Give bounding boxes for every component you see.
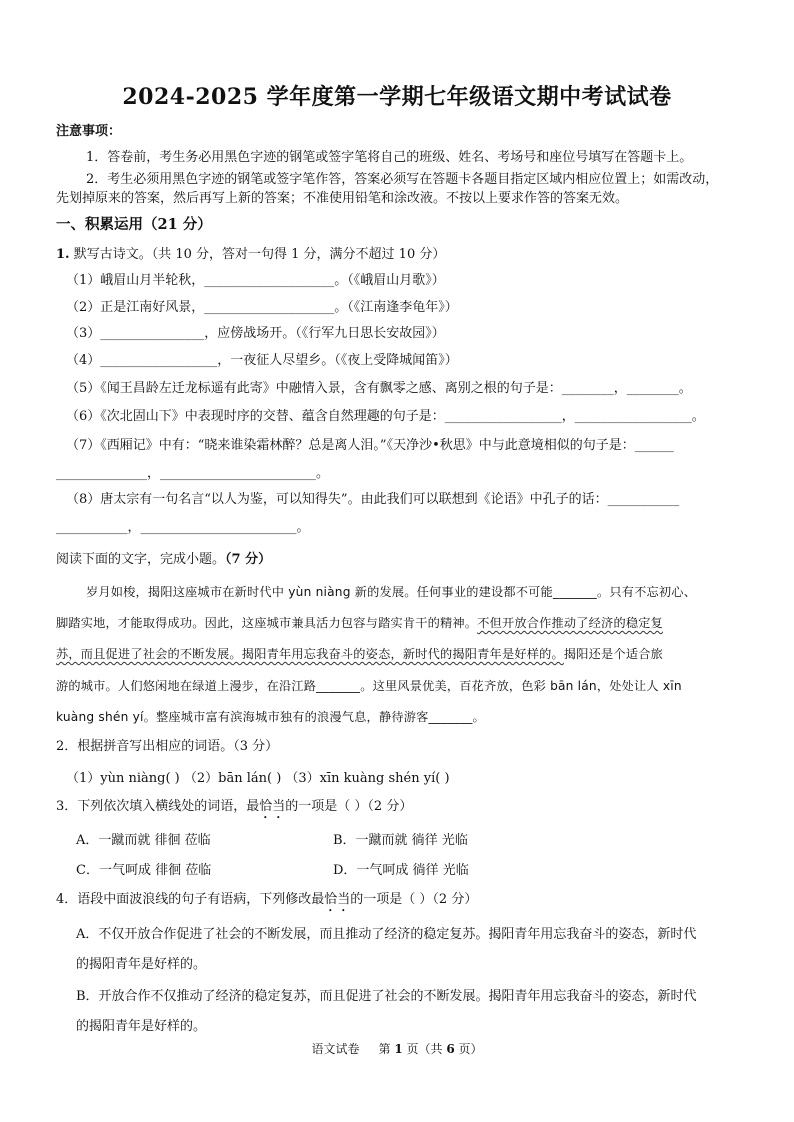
passage-line-5: kuàng shén yí。整座城市富有滨海城市独有的浪漫气息，静待游客_______。 <box>56 710 485 724</box>
q4-option-b-line-1: B．开放合作不仅推动了经济的稳定复苏，而且促进了社会的不断发展。揭阳青年用忘我奋斗的姿态，新时代 <box>76 989 697 1004</box>
footer-subject: 语文试卷 <box>311 1042 360 1056</box>
reading-score: （7 分） <box>225 552 272 567</box>
q4-option-a-line-2: 的揭阳青年是好样的。 <box>76 957 207 972</box>
footer-page-total: 6 <box>446 1042 455 1056</box>
footer-page-mid: 页（共 <box>402 1042 447 1056</box>
question-1-number: 1. <box>56 247 70 262</box>
question-3 <box>56 798 412 822</box>
question-3-text-post: 的一项是（ ）（2 分） <box>285 799 413 814</box>
notice-item-2-line-2: 先划掉原来的答案，然后再写上新的答案；不准使用铅笔和涂改液。不按以上要求作答的答案无效。 <box>56 191 629 206</box>
q3-option-d: D．一气呵成 徜徉 光临 <box>333 863 469 878</box>
q1-item-5: （5）《闻王昌龄左迁龙标遥有此寄》中融情入景，含有飘零之感、离别之根的句子是：________，________。 <box>66 381 692 396</box>
passage-line-3 <box>56 645 663 663</box>
question-2-items: （1）yùn niàng( ) （2）bān lán( ) （3）xīn kuàng shén yí( ) <box>66 771 450 786</box>
q4-option-b-line-2: 的揭阳青年是好样的。 <box>76 1019 207 1034</box>
section-1-heading: 一、积累运用（21 分） <box>56 216 212 233</box>
passage-wavy-sentence-part-1: 不但开放合作推动了经济的稳定复 <box>477 616 663 630</box>
page-footer <box>0 1040 794 1057</box>
question-4 <box>56 891 477 915</box>
question-2: 2．根据拼音写出相应的词语。（3 分） <box>56 739 279 754</box>
q3-option-c: C．一气呵成 徘徊 莅临 <box>76 863 212 878</box>
q1-item-2: （2）正是江南好风景，____________________。（《江南逢李龟年》） <box>66 300 458 315</box>
question-1 <box>56 246 445 264</box>
passage-line-2 <box>56 614 663 632</box>
passage-line-2-text: 脚踏实地，才能取得成功。因此，这座城市兼具活力包容与踏实肯干的精神。 <box>56 616 478 630</box>
question-4-text-post: 的一项是（ ）（2 分） <box>350 892 478 907</box>
q1-item-4: （4）__________________，一夜征人尽望乡。（《夜上受降城闻笛》） <box>66 353 458 368</box>
footer-page-number: 1 <box>394 1042 403 1056</box>
footer-page-pre: 第 <box>378 1042 395 1056</box>
question-4-emphasis: 恰当 <box>324 892 351 907</box>
page-title: 2024-2025 学年度第一学期七年级语文期中考试试卷 <box>122 84 672 110</box>
passage-line-1: 岁月如梭，揭阳这座城市在新时代中 yùn niàng 新的发展。任何事业的建设都不可能_______。只有不忘初心、 <box>86 585 697 599</box>
q1-item-8-cont: ___________，________________________。 <box>56 520 310 535</box>
q4-option-a-line-1: A．不仅开放合作促进了社会的不断发展，而且推动了经济的稳定复苏。揭阳青年用忘我奋斗的姿态，新时代 <box>76 927 697 942</box>
footer-page-post: 页） <box>454 1042 483 1056</box>
notice-heading: 注意事项： <box>56 124 122 139</box>
question-3-text-pre: 3．下列依次填入横线处的词语，最 <box>56 799 260 814</box>
q1-item-6: （6）《次北固山下》中表现时序的交替、蕴含自然理趣的句子是：__________________，__________________。 <box>66 409 705 424</box>
question-1-text: 默写古诗文。（共 10 分，答对一句得 1 分，满分不超过 10 分） <box>69 247 446 262</box>
notice-item-1: 1．答卷前，考生务必用黑色字迹的钢笔或签字笔将自己的班级、姓名、考场号和座位号填写在答题卡上。 <box>86 150 693 165</box>
q3-option-b: B．一蹴而就 徜徉 光临 <box>333 833 468 848</box>
question-3-emphasis: 恰当 <box>259 799 286 814</box>
passage-wavy-sentence-part-2: 苏，而且促进了社会的不断发展。揭阳青年用忘我奋斗的姿态，新时代的揭阳青年是好样的。 <box>56 647 564 661</box>
q1-item-8: （8）唐太宗有一句名言“以人为鉴，可以知得失”。由此我们可以联想到《论语》中孔子的话：___________ <box>66 492 680 507</box>
reading-prompt <box>56 551 271 569</box>
question-4-text-pre: 4．语段中面波浪线的句子有语病，下列修改最 <box>56 892 325 907</box>
q1-item-3: （3）________________，应傍战场开。（《行军九日思长安故园》） <box>66 326 445 341</box>
q3-option-a: A．一蹴而就 徘徊 莅临 <box>76 833 211 848</box>
q1-item-7-cont: ______________，________________________。 <box>56 466 329 481</box>
passage-line-3-text: 揭阳还是个适合旅 <box>563 647 663 661</box>
notice-item-2-line-1: 2．考生必须用黑色字迹的钢笔或签字笔作答，答案必须写在答题卡各题目指定区域内相应位置上；如需改动， <box>86 172 719 187</box>
passage-line-4: 游的城市。人们悠闲地在绿道上漫步，在沿江路_______。这里风景优美，百花齐放，色彩 bān lán，处处让人 xīn <box>56 679 682 693</box>
reading-prompt-text: 阅读下面的文字，完成小题。 <box>56 552 226 567</box>
q1-item-1: （1）峨眉山月半轮秋，____________________。（《峨眉山月歌》） <box>66 273 445 288</box>
q1-item-7: （7）《西厢记》中有：“晓来谁染霜林醉？总是离人泪。”《天净沙•秋思》中与此意境相似的句子是：______ <box>66 438 674 453</box>
